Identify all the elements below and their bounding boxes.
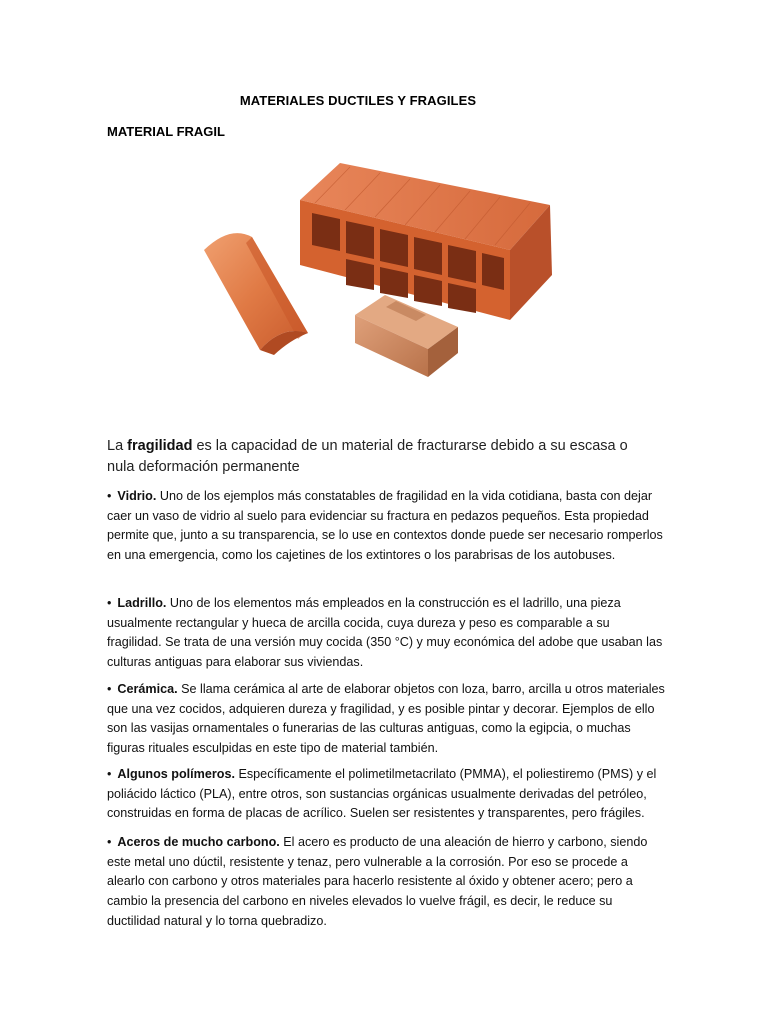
page-title: MATERIALES DUCTILES Y FRAGILES xyxy=(239,93,477,108)
clay-materials-illustration xyxy=(190,155,570,390)
list-item-vidrio xyxy=(107,487,667,566)
item-term: Algunos polímeros. xyxy=(117,767,235,781)
item-text: Uno de los ejemplos más constatables de fragilidad en la vida cotidiana, basta con dejar caer un vaso de vidrio al suelo para evidenciar su fractura en pedazos pequeños. Esta propiedad permite que, junto a su transparencia, se lo use en contextos donde puede ser necesario romperlos en una emergencia, como los cajetines de los extintores o los parabrisas de los autobuses. xyxy=(107,489,663,563)
list-item-ladrillo xyxy=(107,594,667,673)
item-text: Específicamente el polimetilmetacrilato (PMMA), el poliestiremo (PMS) y el poliácido láctico (PLA), entre otros, son sustancias orgánicas usualmente derivadas del petróleo, construidas en forma de placas de acrílico. Suelen ser resistentes y transparentes, pero frágiles. xyxy=(107,767,657,821)
item-term: Ladrillo. xyxy=(117,596,167,610)
intro-prefix: La xyxy=(107,438,128,454)
item-term: Vidrio. xyxy=(117,489,157,503)
hollow-brick-shape xyxy=(300,163,552,320)
roof-tile-shape xyxy=(204,233,308,355)
item-term: Cerámica. xyxy=(117,682,178,696)
intro-paragraph xyxy=(107,436,652,478)
intro-keyword: fragilidad xyxy=(127,438,193,454)
list-item-aceros xyxy=(107,833,667,932)
bullet-icon: • xyxy=(107,596,112,610)
bullet-icon: • xyxy=(107,835,112,849)
bullet-icon: • xyxy=(107,489,112,503)
bullet-icon: • xyxy=(107,767,112,781)
list-item-polimeros xyxy=(107,765,667,824)
small-brick-shape xyxy=(355,295,458,377)
bullet-icon: • xyxy=(107,682,112,696)
list-item-ceramica xyxy=(107,680,667,759)
item-text: Uno de los elementos más empleados en la construcción es el ladrillo, una pieza usualmente rectangular y hueca de arcilla cocida, cuya dureza y peso es comparable a su fragilidad. Se trata de una versión muy cocida (350 °C) y muy económica del adobe que usaban las culturas antiguas para elaborar sus viviendas. xyxy=(107,596,663,670)
item-term: Aceros de mucho carbono. xyxy=(117,835,280,849)
item-text: El acero es producto de una aleación de hierro y carbono, siendo este metal uno dúctil, resistente y tenaz, pero vulnerable a la corrosión. Por eso se procede a alearlo con carbono y otros materiales para hacerlo resistente al óxido y obtener acero; pero a cambio la presencia del carbono en niveles elevados lo vuelve frágil, es decir, le reduce su ductilidad natural y lo torna quebradizo. xyxy=(107,835,648,928)
section-heading: MATERIAL FRAGIL xyxy=(107,124,225,139)
item-text: Se llama cerámica al arte de elaborar objetos con loza, barro, arcilla u otros materiales que una vez cocidos, adquieren dureza y fragilidad, y es posible pintar y decorar. Ejemplos de ello son las vasijas ornamentales o funerarias de las culturas antiguas, como la egipcia, o muchas figuras rituales esculpidas en este tipo de material también. xyxy=(107,682,665,756)
intro-text: es la capacidad de un material de fracturarse debido a su escasa o nula deformación permanente xyxy=(107,438,628,475)
